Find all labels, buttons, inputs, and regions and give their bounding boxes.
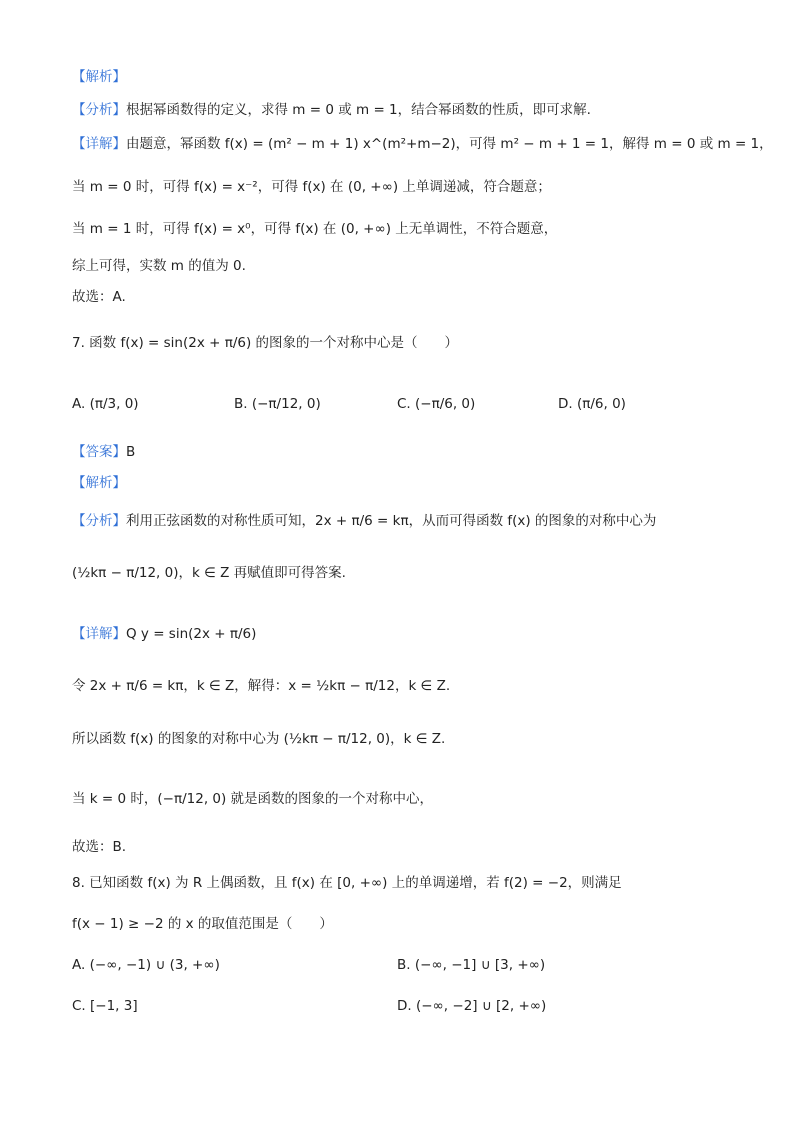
q7-detail-line-3: 所以函数 f(x) 的图象的对称中心为 (½kπ − π/12, 0)，k ∈ Z. — [72, 731, 446, 747]
detail-line-1: 【详解】由题意，幂函数 f(x) = (m² − m + 1) x^(m²+m−2)，可得 m² − m + 1 = 1，解得 m = 0 或 m = 1， — [72, 136, 773, 152]
q7-option-b: B. (−π/12, 0) — [234, 396, 321, 412]
q7-analysis-line-2: (½kπ − π/12, 0)，k ∈ Z 再赋值即可得答案. — [72, 565, 346, 581]
detail-line-3: 当 m = 1 时，可得 f(x) = x⁰，可得 f(x) 在 (0, +∞) 上无单调性，不符合题意， — [72, 221, 558, 237]
q7-option-d: D. (π/6, 0) — [558, 396, 626, 412]
conclusion-line: 综上可得，实数 m 的值为 0. — [72, 258, 246, 274]
q7-analysis-line-1: 【分析】利用正弦函数的对称性质可知，2x + π/6 = kπ，从而可得函数 f(x) 的图象的对称中心为 — [72, 513, 657, 529]
choice-line-q6: 故选：A. — [72, 289, 126, 305]
q7-option-c: C. (−π/6, 0) — [397, 396, 476, 412]
q7-answer: 【答案】B — [72, 444, 136, 460]
q7-detail-line-1: 【详解】Q y = sin(2x + π/6) — [72, 626, 257, 642]
detail-line-2: 当 m = 0 时，可得 f(x) = x⁻²，可得 f(x) 在 (0, +∞) 上单调递减，符合题意； — [72, 179, 551, 195]
section-header-analysis: 【解析】 — [72, 69, 126, 85]
q7-choice-line: 故选：B. — [72, 839, 127, 855]
q7-section-header-analysis: 【解析】 — [72, 475, 126, 491]
q7-detail-line-2: 令 2x + π/6 = kπ，k ∈ Z，解得：x = ½kπ − π/12，k ∈ Z. — [72, 678, 451, 694]
q7-detail-line-4: 当 k = 0 时，(−π/12, 0) 就是函数的图象的一个对称中心， — [72, 791, 434, 807]
q8-option-a: A. (−∞, −1) ∪ (3, +∞) — [72, 957, 220, 973]
q8-option-b: B. (−∞, −1] ∪ [3, +∞) — [397, 957, 546, 973]
question-8-line-2: f(x − 1) ≥ −2 的 x 的取值范围是（ ） — [72, 916, 333, 932]
analysis-line: 【分析】根据幂函数得的定义，求得 m = 0 或 m = 1，结合幂函数的性质，即可求解. — [72, 102, 591, 118]
question-8-line-1: 8. 已知函数 f(x) 为 R 上偶函数，且 f(x) 在 [0, +∞) 上的单调递增，若 f(2) = −2，则满足 — [72, 875, 622, 891]
q8-option-c: C. [−1, 3] — [72, 998, 138, 1014]
q7-option-a: A. (π/3, 0) — [72, 396, 139, 412]
q8-option-d: D. (−∞, −2] ∪ [2, +∞) — [397, 998, 547, 1014]
question-7: 7. 函数 f(x) = sin(2x + π/6) 的图象的一个对称中心是（ ） — [72, 335, 459, 351]
